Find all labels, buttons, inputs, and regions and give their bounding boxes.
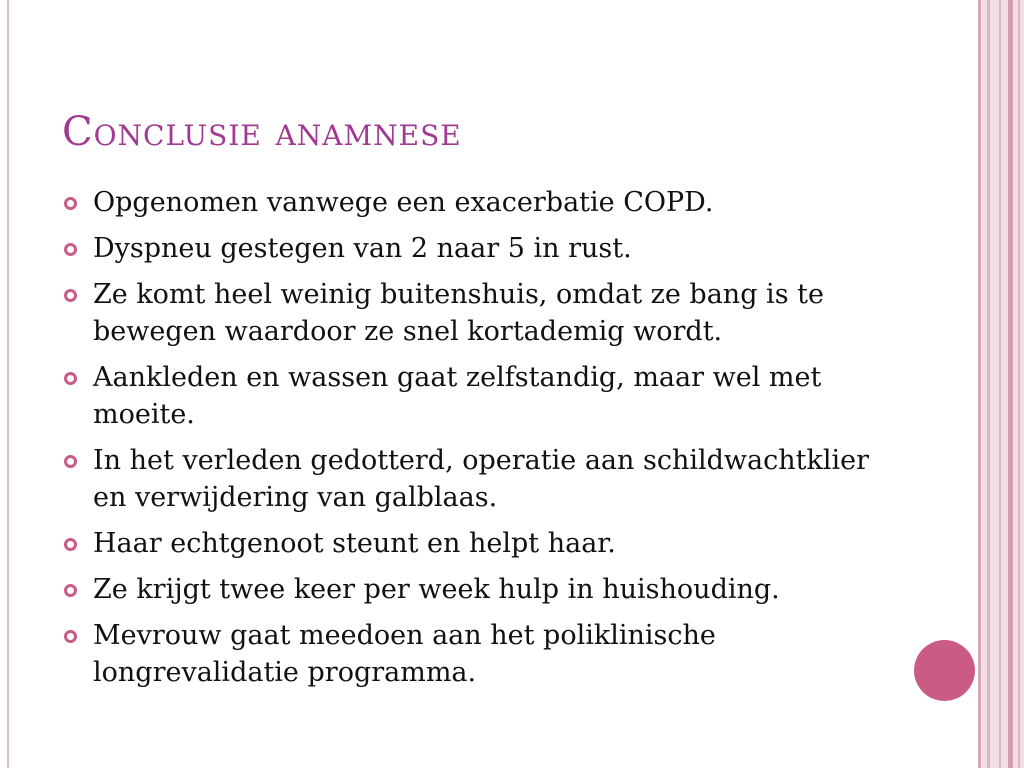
bullet-circle-icon (64, 197, 77, 210)
bullet-text: Mevrouw gaat meedoen aan het poliklinische longrevalidatie programma. (93, 620, 716, 688)
bullet-circle-icon (64, 243, 77, 256)
bullet-item (64, 571, 884, 608)
bullet-text: Opgenomen vanwege een exacerbatie COPD. (93, 187, 714, 218)
right-border-stripe (1008, 0, 1013, 768)
bullet-circle-icon (64, 584, 77, 597)
bullet-item (64, 276, 884, 350)
bullet-text: Ze krijgt twee keer per week hulp in huishouding. (93, 574, 780, 605)
bullet-item (64, 184, 884, 221)
bullet-text: Dyspneu gestegen van 2 naar 5 in rust. (93, 233, 632, 264)
right-border-stripe (1018, 0, 1020, 768)
bullet-list (64, 184, 884, 700)
left-border-line (7, 0, 9, 768)
right-border-stripe (999, 0, 1001, 768)
bullet-text: Ze komt heel weinig buitenshuis, omdat ze bang is te bewegen waardoor ze snel kortademig wordt. (93, 279, 824, 347)
bullet-item (64, 230, 884, 267)
bullet-text: Haar echtgenoot steunt en helpt haar. (93, 528, 616, 559)
bullet-circle-icon (64, 630, 77, 643)
bullet-circle-icon (64, 372, 77, 385)
bullet-item (64, 442, 884, 516)
bullet-text: In het verleden gedotterd, operatie aan schildwachtklier en verwijdering van galblaas. (93, 445, 869, 513)
bullet-text: Aankleden en wassen gaat zelfstandig, maar wel met moeite. (93, 362, 822, 430)
right-border-stripe (978, 0, 981, 768)
bullet-item (64, 359, 884, 433)
bullet-item (64, 617, 884, 691)
bullet-item (64, 525, 884, 562)
bullet-circle-icon (64, 538, 77, 551)
right-border-stripe (987, 0, 990, 768)
slide-title: Conclusie anamnese (62, 109, 462, 155)
bullet-circle-icon (64, 455, 77, 468)
bullet-circle-icon (64, 289, 77, 302)
decorative-circle (914, 640, 975, 701)
